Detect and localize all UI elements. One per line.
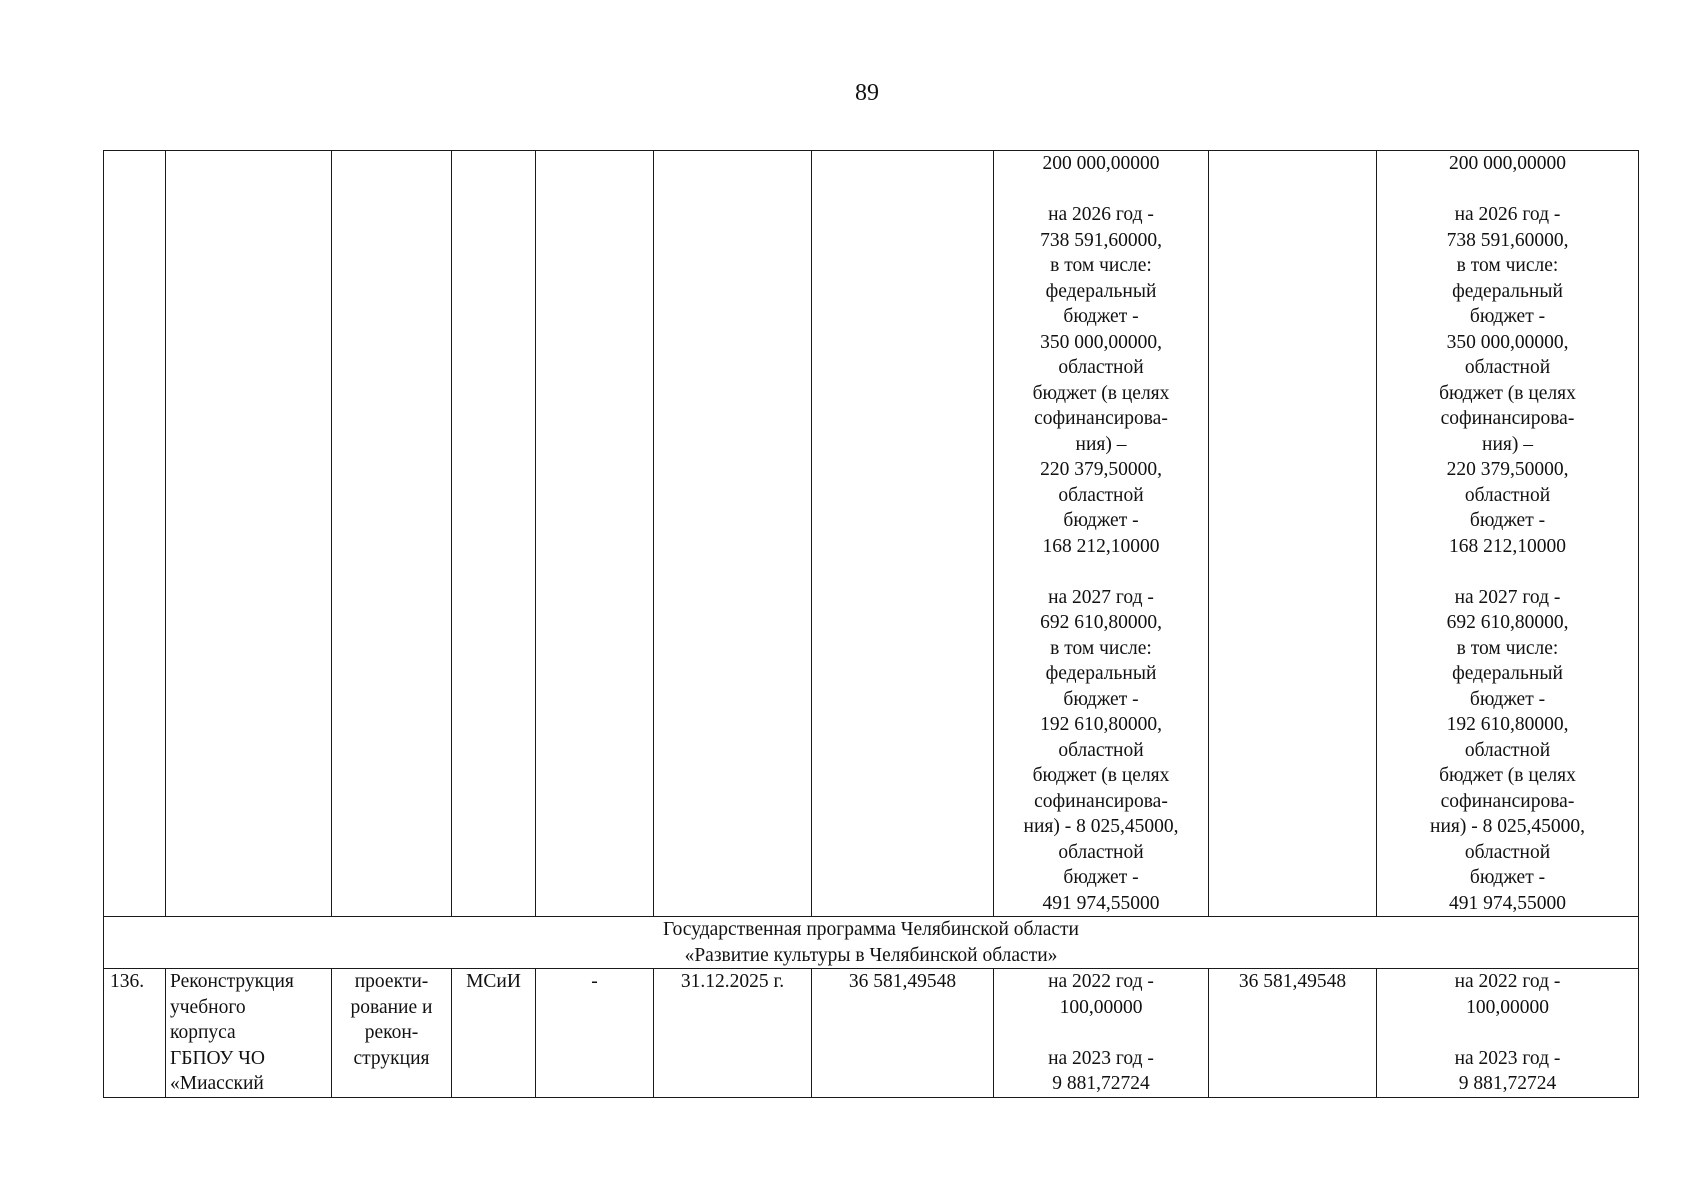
text-line: областной bbox=[1464, 484, 1551, 506]
section-title-line-1: Государственная программа Челябинской области bbox=[663, 919, 1079, 940]
text-line: учебного bbox=[170, 996, 246, 1018]
section-header-row bbox=[104, 917, 1639, 969]
text-line: областной bbox=[1058, 739, 1144, 761]
cell-dash bbox=[536, 151, 654, 917]
funding-lines bbox=[998, 151, 1204, 916]
text-line: бюджет (в целях bbox=[1439, 765, 1576, 786]
text-line: ГБПОУ ЧО bbox=[170, 1047, 265, 1069]
table-row-136 bbox=[104, 969, 1639, 1098]
text-line: на 2023 год - bbox=[1048, 1047, 1154, 1069]
text-line: 738 591,60000, bbox=[1446, 229, 1569, 251]
text-line: 192 610,80000, bbox=[1446, 714, 1569, 735]
text-line: областной bbox=[1058, 841, 1144, 863]
text-line: на 2027 год - bbox=[1048, 586, 1154, 608]
text-line: в том числе: bbox=[1456, 637, 1559, 659]
text-line: областной bbox=[1058, 484, 1144, 506]
cell-name bbox=[166, 151, 332, 917]
object-name bbox=[166, 969, 332, 1098]
text-line: 350 000,00000, bbox=[1040, 331, 1162, 353]
text-line: на 2027 год - bbox=[1454, 586, 1561, 608]
dash-cell: - bbox=[536, 969, 654, 1098]
text-line: на 2022 год - bbox=[1454, 971, 1561, 992]
text-line: 9 881,72724 bbox=[1052, 1073, 1150, 1094]
text-line: рекон- bbox=[364, 1022, 419, 1043]
text-line: Реконструкция bbox=[170, 971, 294, 992]
text-line: ния) – bbox=[1075, 433, 1127, 455]
funding-lines-2 bbox=[1381, 151, 1634, 916]
deadline: 31.12.2025 г. bbox=[654, 969, 812, 1098]
estimated-cost-2: 36 581,49548 bbox=[1209, 969, 1377, 1098]
blank-line bbox=[998, 177, 1204, 203]
text-line: бюджет (в целях bbox=[1439, 382, 1576, 404]
text-line: 350 000,00000, bbox=[1446, 331, 1569, 353]
text-line: 168 212,10000 bbox=[1449, 535, 1566, 557]
funding-by-year-lines bbox=[998, 969, 1204, 1097]
text-line: софинансирова- bbox=[1034, 790, 1168, 812]
text-line: 220 379,50000, bbox=[1446, 459, 1569, 480]
text-line: 9 881,72724 bbox=[1458, 1073, 1557, 1094]
text-line: 491 974,55000 bbox=[1449, 892, 1566, 914]
cell-cost bbox=[812, 151, 994, 917]
text-line: ния) – bbox=[1482, 433, 1533, 455]
text-line: бюджет - bbox=[1063, 688, 1139, 710]
blank-line bbox=[1381, 1020, 1634, 1046]
text-line: 692 610,80000, bbox=[1446, 612, 1569, 633]
text-line: бюджет (в целях bbox=[1032, 382, 1170, 404]
cell-cost-2 bbox=[1209, 151, 1377, 917]
text-line: федеральный bbox=[1045, 663, 1157, 684]
text-line: 200 000,00000 bbox=[1042, 153, 1160, 174]
text-line: на 2022 год - bbox=[1048, 971, 1154, 992]
work-type bbox=[332, 969, 452, 1098]
investment-table bbox=[103, 150, 1639, 1098]
text-line: софинансирова- bbox=[1440, 408, 1575, 429]
section-title-line-2: «Развитие культуры в Челябинской области» bbox=[684, 944, 1058, 966]
text-line: федеральный bbox=[1452, 280, 1563, 302]
text-line: бюджет - bbox=[1469, 306, 1546, 327]
cell-number bbox=[104, 151, 166, 917]
work-type-lines bbox=[336, 969, 447, 1071]
blank-line bbox=[998, 1020, 1204, 1046]
text-line: софинансирова- bbox=[1034, 408, 1168, 429]
section-title bbox=[104, 917, 1639, 969]
estimated-cost: 36 581,49548 bbox=[812, 969, 994, 1098]
blank-line bbox=[998, 559, 1204, 585]
responsible: МСиИ bbox=[452, 969, 536, 1098]
text-line: на 2023 год - bbox=[1454, 1047, 1561, 1069]
text-line: бюджет - bbox=[1063, 306, 1139, 327]
text-line: на 2026 год - bbox=[1048, 204, 1154, 225]
text-line: 738 591,60000, bbox=[1040, 229, 1162, 251]
text-line: бюджет - bbox=[1469, 867, 1546, 888]
text-line: проекти- bbox=[354, 971, 429, 992]
text-line: рование и bbox=[350, 996, 433, 1018]
object-name-lines bbox=[170, 969, 327, 1097]
text-line: «Миасский bbox=[170, 1073, 264, 1094]
text-line: 100,00000 bbox=[1059, 996, 1143, 1018]
text-line: 200 000,00000 bbox=[1449, 153, 1566, 174]
cell-deadline bbox=[654, 151, 812, 917]
blank-line bbox=[1381, 559, 1634, 585]
text-line: 491 974,55000 bbox=[1042, 892, 1160, 914]
text-line: 168 212,10000 bbox=[1042, 535, 1160, 557]
cell-funding bbox=[994, 151, 1209, 917]
table-row-continuation bbox=[104, 151, 1639, 917]
cell-responsible bbox=[452, 151, 536, 917]
text-line: федеральный bbox=[1045, 280, 1157, 302]
cell-funding-2 bbox=[1377, 151, 1639, 917]
blank-line bbox=[1381, 177, 1634, 203]
funding-by-year-2 bbox=[1377, 969, 1639, 1098]
text-line: бюджет - bbox=[1063, 510, 1139, 531]
text-line: бюджет (в целях bbox=[1032, 765, 1170, 786]
text-line: ния) - 8 025,45000, bbox=[1430, 816, 1585, 837]
text-line: 192 610,80000, bbox=[1040, 714, 1162, 735]
row-number: 136. bbox=[104, 969, 166, 1098]
text-line: 692 610,80000, bbox=[1040, 612, 1162, 633]
cell-work-type bbox=[332, 151, 452, 917]
text-line: в том числе: bbox=[1050, 255, 1152, 276]
text-line: бюджет - bbox=[1469, 688, 1546, 710]
funding-by-year-2-lines bbox=[1381, 969, 1634, 1097]
text-line: федеральный bbox=[1452, 663, 1563, 684]
funding-by-year bbox=[994, 969, 1209, 1098]
text-line: бюджет - bbox=[1063, 867, 1139, 888]
text-line: бюджет - bbox=[1469, 510, 1546, 531]
text-line: корпуса bbox=[170, 1022, 236, 1043]
text-line: областной bbox=[1464, 841, 1551, 863]
text-line: областной bbox=[1058, 357, 1144, 378]
text-line: 220 379,50000, bbox=[1040, 459, 1162, 480]
text-line: софинансирова- bbox=[1440, 790, 1575, 812]
text-line: 100,00000 bbox=[1466, 996, 1549, 1018]
text-line: областной bbox=[1464, 739, 1551, 761]
text-line: в том числе: bbox=[1050, 637, 1152, 659]
page-number: 89 bbox=[855, 80, 879, 106]
text-line: струкция bbox=[353, 1047, 430, 1069]
text-line: в том числе: bbox=[1456, 255, 1559, 276]
text-line: на 2026 год - bbox=[1454, 204, 1561, 225]
text-line: областной bbox=[1464, 357, 1551, 378]
text-line: ния) - 8 025,45000, bbox=[1023, 816, 1179, 837]
